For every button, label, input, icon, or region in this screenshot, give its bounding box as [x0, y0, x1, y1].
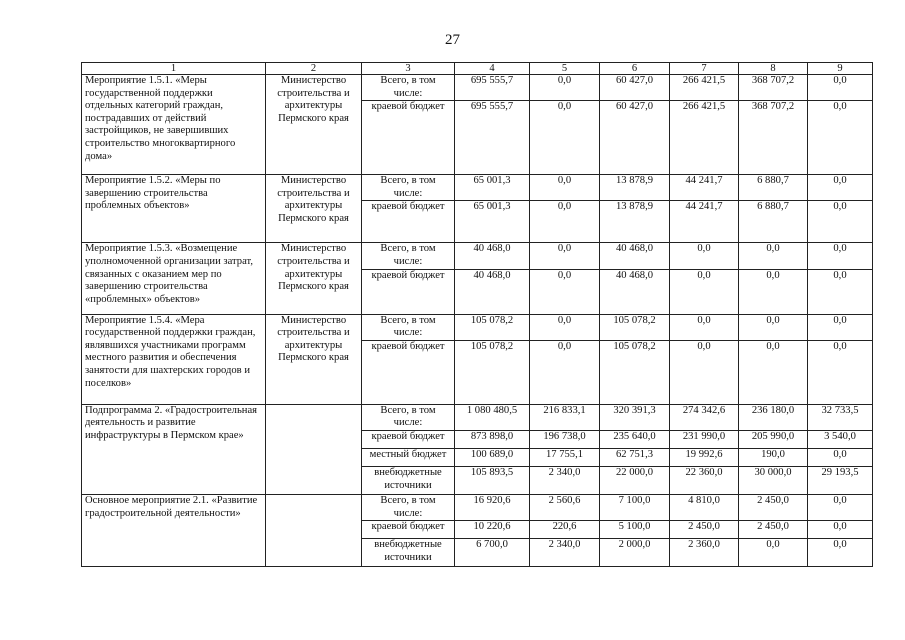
amount-cell: 320 391,3	[600, 404, 670, 430]
table-row	[82, 404, 873, 430]
amount-cell: 60 427,0	[600, 101, 670, 175]
amount-cell: 0,0	[670, 314, 739, 340]
amount-cell: 0,0	[739, 269, 808, 314]
funding-source: Всего, в том числе:	[362, 404, 455, 430]
amount-cell: 40 468,0	[600, 243, 670, 269]
funding-source: Всего, в том числе:	[362, 494, 455, 520]
funding-source: краевой бюджет	[362, 269, 455, 314]
amount-cell: 235 640,0	[600, 430, 670, 448]
table-row	[82, 243, 873, 269]
table-row	[82, 75, 873, 101]
amount-cell: 873 898,0	[455, 430, 530, 448]
column-header: 1	[82, 63, 266, 75]
amount-cell: 190,0	[739, 448, 808, 466]
funding-source: Всего, в том числе:	[362, 314, 455, 340]
amount-cell: 105 893,5	[455, 466, 530, 494]
amount-cell: 30 000,0	[739, 466, 808, 494]
amount-cell: 65 001,3	[455, 201, 530, 243]
table-row	[82, 314, 873, 340]
amount-cell: 368 707,2	[739, 101, 808, 175]
amount-cell: 0,0	[739, 539, 808, 567]
amount-cell: 65 001,3	[455, 175, 530, 201]
amount-cell: 0,0	[670, 340, 739, 404]
amount-cell: 274 342,6	[670, 404, 739, 430]
amount-cell: 0,0	[530, 75, 600, 101]
funding-source: Всего, в том числе:	[362, 243, 455, 269]
amount-cell: 0,0	[670, 269, 739, 314]
amount-cell: 4 810,0	[670, 494, 739, 520]
amount-cell: 32 733,5	[808, 404, 873, 430]
amount-cell: 0,0	[808, 539, 873, 567]
amount-cell: 6 880,7	[739, 201, 808, 243]
amount-cell: 6 700,0	[455, 539, 530, 567]
amount-cell: 695 555,7	[455, 75, 530, 101]
amount-cell: 0,0	[808, 101, 873, 175]
column-header: 9	[808, 63, 873, 75]
responsible-organization	[266, 404, 362, 494]
amount-cell: 266 421,5	[670, 101, 739, 175]
amount-cell: 0,0	[530, 314, 600, 340]
funding-source: Всего, в том числе:	[362, 75, 455, 101]
table-row	[82, 494, 873, 520]
responsible-organization: Министерство строительства и архитектуры Пермского края	[266, 75, 362, 175]
funding-source: краевой бюджет	[362, 430, 455, 448]
amount-cell: 0,0	[739, 314, 808, 340]
amount-cell: 100 689,0	[455, 448, 530, 466]
activity-name: Мероприятие 1.5.3. «Возмещение уполномоченной организации затрат, связанных с оказанием мер по завершению строительства «проблемных» объектов»	[82, 243, 266, 314]
amount-cell: 40 468,0	[455, 243, 530, 269]
amount-cell: 205 990,0	[739, 430, 808, 448]
amount-cell: 13 878,9	[600, 175, 670, 201]
amount-cell: 0,0	[808, 494, 873, 520]
activity-name: Подпрограмма 2. «Градостроительная деятельность и развитие инфраструктуры в Пермском крае»	[82, 404, 266, 494]
funding-source: краевой бюджет	[362, 101, 455, 175]
amount-cell: 0,0	[739, 243, 808, 269]
funding-source: краевой бюджет	[362, 521, 455, 539]
column-header: 2	[266, 63, 362, 75]
amount-cell: 60 427,0	[600, 75, 670, 101]
budget-table	[81, 62, 873, 567]
amount-cell: 17 755,1	[530, 448, 600, 466]
amount-cell: 5 100,0	[600, 521, 670, 539]
amount-cell: 196 738,0	[530, 430, 600, 448]
amount-cell: 0,0	[808, 243, 873, 269]
amount-cell: 2 450,0	[739, 521, 808, 539]
amount-cell: 29 193,5	[808, 466, 873, 494]
amount-cell: 220,6	[530, 521, 600, 539]
amount-cell: 0,0	[808, 75, 873, 101]
amount-cell: 7 100,0	[600, 494, 670, 520]
funding-source: краевой бюджет	[362, 340, 455, 404]
column-header: 7	[670, 63, 739, 75]
amount-cell: 0,0	[808, 340, 873, 404]
header-row	[82, 63, 873, 75]
activity-name: Основное мероприятие 2.1. «Развитие градостроительной деятельности»	[82, 494, 266, 566]
funding-source: внебюджетные источники	[362, 539, 455, 567]
amount-cell: 0,0	[530, 201, 600, 243]
amount-cell: 44 241,7	[670, 201, 739, 243]
amount-cell: 2 340,0	[530, 539, 600, 567]
amount-cell: 10 220,6	[455, 521, 530, 539]
amount-cell: 19 992,6	[670, 448, 739, 466]
amount-cell: 105 078,2	[455, 314, 530, 340]
amount-cell: 0,0	[808, 314, 873, 340]
table-row	[82, 175, 873, 201]
amount-cell: 2 000,0	[600, 539, 670, 567]
funding-source: краевой бюджет	[362, 201, 455, 243]
amount-cell: 0,0	[808, 175, 873, 201]
amount-cell: 1 080 480,5	[455, 404, 530, 430]
amount-cell: 105 078,2	[600, 314, 670, 340]
amount-cell: 105 078,2	[455, 340, 530, 404]
amount-cell: 0,0	[808, 448, 873, 466]
responsible-organization: Министерство строительства и архитектуры Пермского края	[266, 314, 362, 404]
page-number: 27	[445, 32, 460, 48]
amount-cell: 368 707,2	[739, 75, 808, 101]
amount-cell: 2 560,6	[530, 494, 600, 520]
amount-cell: 0,0	[530, 101, 600, 175]
table-body	[82, 75, 873, 567]
amount-cell: 236 180,0	[739, 404, 808, 430]
amount-cell: 0,0	[530, 269, 600, 314]
amount-cell: 22 000,0	[600, 466, 670, 494]
amount-cell: 2 450,0	[670, 521, 739, 539]
amount-cell: 6 880,7	[739, 175, 808, 201]
amount-cell: 2 340,0	[530, 466, 600, 494]
amount-cell: 266 421,5	[670, 75, 739, 101]
amount-cell: 0,0	[530, 175, 600, 201]
responsible-organization: Министерство строительства и архитектуры Пермского края	[266, 175, 362, 243]
amount-cell: 231 990,0	[670, 430, 739, 448]
amount-cell: 0,0	[530, 340, 600, 404]
amount-cell: 44 241,7	[670, 175, 739, 201]
amount-cell: 40 468,0	[600, 269, 670, 314]
funding-source: местный бюджет	[362, 448, 455, 466]
amount-cell: 0,0	[808, 201, 873, 243]
activity-name: Мероприятие 1.5.2. «Меры по завершению строительства проблемных объектов»	[82, 175, 266, 243]
column-header: 5	[530, 63, 600, 75]
amount-cell: 0,0	[670, 243, 739, 269]
amount-cell: 62 751,3	[600, 448, 670, 466]
responsible-organization	[266, 494, 362, 566]
column-header: 4	[455, 63, 530, 75]
column-header: 6	[600, 63, 670, 75]
amount-cell: 16 920,6	[455, 494, 530, 520]
amount-cell: 2 360,0	[670, 539, 739, 567]
amount-cell: 0,0	[530, 243, 600, 269]
amount-cell: 0,0	[808, 269, 873, 314]
funding-source: Всего, в том числе:	[362, 175, 455, 201]
amount-cell: 22 360,0	[670, 466, 739, 494]
amount-cell: 2 450,0	[739, 494, 808, 520]
amount-cell: 40 468,0	[455, 269, 530, 314]
column-header: 8	[739, 63, 808, 75]
amount-cell: 216 833,1	[530, 404, 600, 430]
responsible-organization: Министерство строительства и архитектуры Пермского края	[266, 243, 362, 314]
amount-cell: 0,0	[808, 521, 873, 539]
activity-name: Мероприятие 1.5.1. «Меры государственной поддержки отдельных категорий граждан, пострадавших от действий застройщиков, не завершивших строительство многоквартирного дома»	[82, 75, 266, 175]
column-header: 3	[362, 63, 455, 75]
funding-source: внебюджетные источники	[362, 466, 455, 494]
amount-cell: 0,0	[739, 340, 808, 404]
amount-cell: 13 878,9	[600, 201, 670, 243]
activity-name: Мероприятие 1.5.4. «Мера государственной поддержки граждан, являвшихся участниками программ местного развития и обеспечения занятости для шахтерских городов и поселков»	[82, 314, 266, 404]
amount-cell: 3 540,0	[808, 430, 873, 448]
amount-cell: 695 555,7	[455, 101, 530, 175]
amount-cell: 105 078,2	[600, 340, 670, 404]
